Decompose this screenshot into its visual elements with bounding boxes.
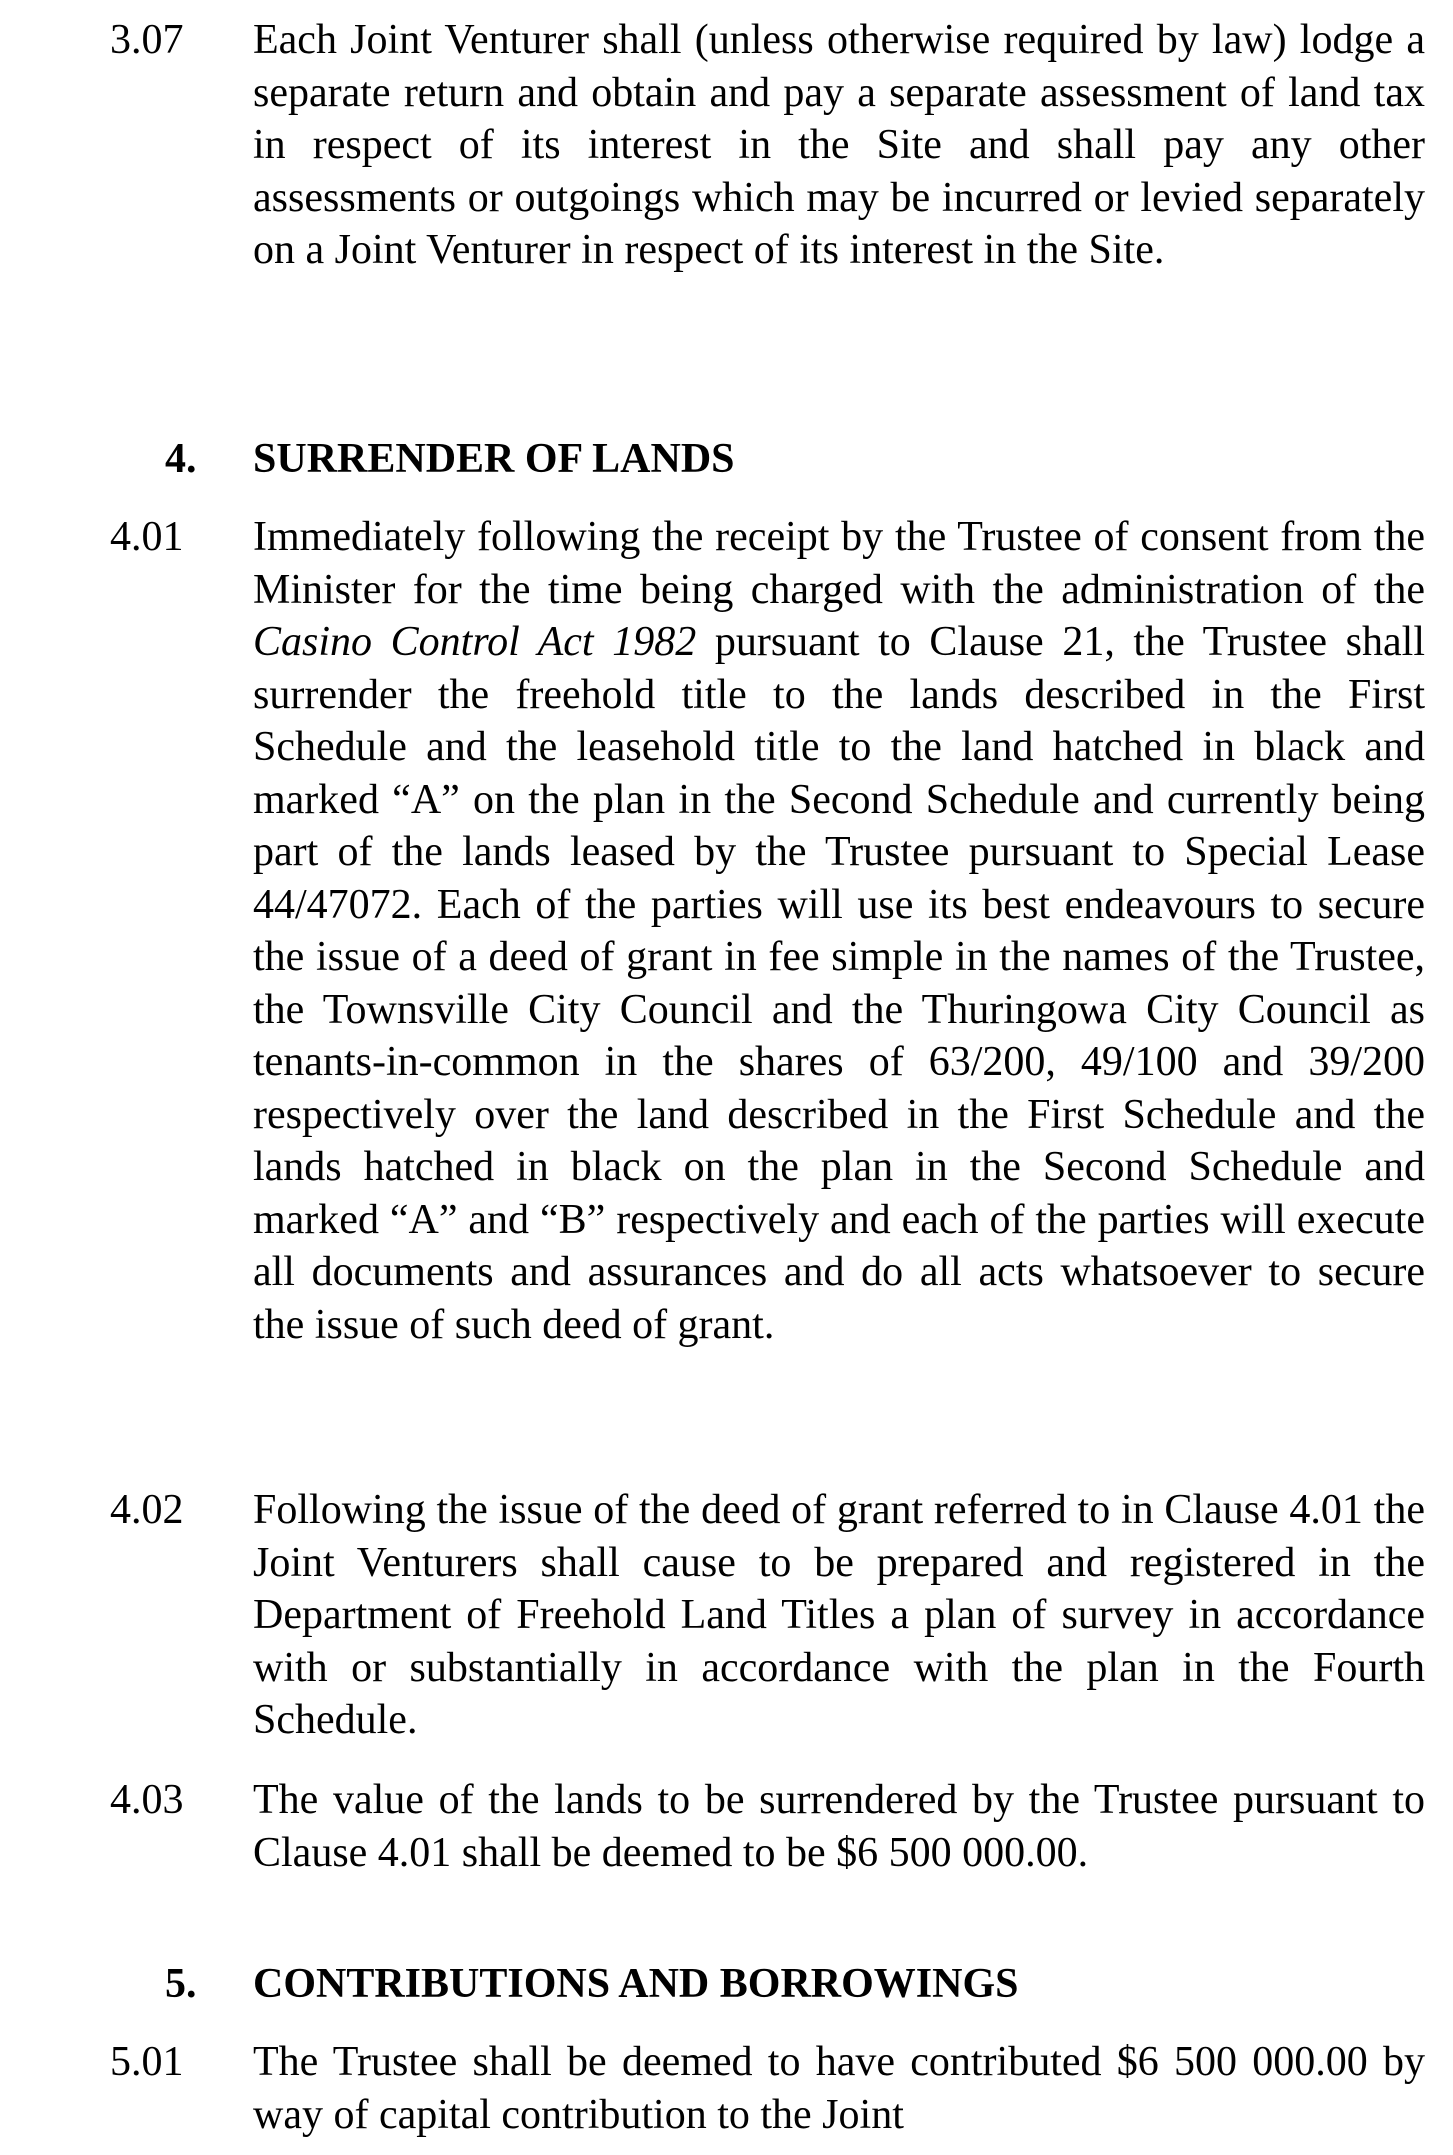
section-number: 4. xyxy=(165,436,197,482)
clause-text: The Trustee shall be deemed to have contributed $6 500 000.00 by way of capital contribution to the Joint xyxy=(253,2039,1425,2138)
clause-text: Following the issue of the deed of grant referred to in Clause 4.01 the Joint Venturers shall cause to be prepared and registered in the Department of Freehold Land Titles a plan of survey in accordance with or substantially in accordance with the plan in the Fourth Schedule. xyxy=(253,1487,1425,1743)
section-title: SURRENDER OF LANDS xyxy=(253,436,735,482)
clause-text-part: pursuant to Clause 21, the Trustee shall surrender the freehold title to the lands described in the First Schedule and the leasehold title to the land hatched in black and marked “A” on the plan in the Second Schedule and currently being part of the lands leased by the Trustee pursuant to Special Lease 44/47072. Each of the parties will use its best endeavours to secure the issue of a deed of grant in fee simple in the names of the Trustee, the Townsville City Council and the Thuringowa City Council as tenants-in-common in the shares of 63/200, 49/100 and 39/200 respectively over the land described in the First Schedule and the lands hatched in black on the plan in the Second Schedule and marked “A” and “B” respectively and each of the parties will execute all documents and assurances and do all acts whatsoever to secure the issue of such deed of grant. xyxy=(253,619,1426,1348)
clause-text-part: Immediately following the receipt by the Trustee of consent from the Minister for the time being charged with the administration of the xyxy=(253,514,1425,613)
clause-text xyxy=(253,511,1425,1351)
clause-number: 3.07 xyxy=(110,17,184,63)
clause-text: The value of the lands to be surrendered by the Trustee pursuant to Clause 4.01 shall be deemed to be $6 500 000.00. xyxy=(253,1777,1425,1876)
clause-number: 4.03 xyxy=(110,1777,184,1823)
act-name: Casino Control Act 1982 xyxy=(253,619,697,665)
clause-number: 5.01 xyxy=(110,2039,184,2085)
section-title: CONTRIBUTIONS AND BORROWINGS xyxy=(253,1961,1019,2007)
clause-number: 4.02 xyxy=(110,1487,184,1533)
clause-text: Each Joint Venturer shall (unless otherwise required by law) lodge a separate return and obtain and pay a separate assessment of land tax in respect of its interest in the Site and shall pay any other assessments or outgoings which may be incurred or levied separately on a Joint Venturer in respect of its interest in the Site. xyxy=(253,17,1425,273)
clause-number: 4.01 xyxy=(110,514,184,560)
section-number: 5. xyxy=(165,1961,197,2007)
